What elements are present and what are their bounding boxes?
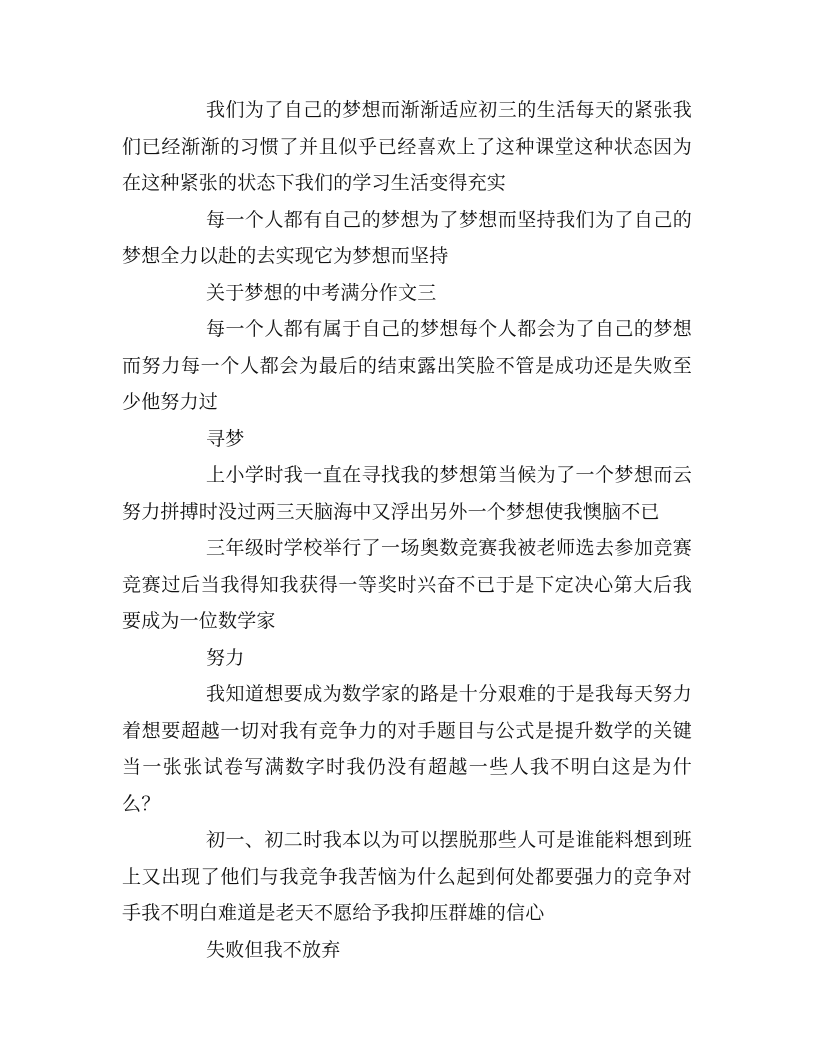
section-heading: 寻梦	[206, 427, 245, 450]
paragraph: 上小学时我一直在寻找我的梦想第当候为了一个梦想而云努力拼搏时没过两三天脑海中又浮出另外一个梦想使我懊脑不已	[122, 464, 692, 523]
section-heading: 努力	[206, 646, 245, 669]
section-heading: 关于梦想的中考满分作文三	[206, 281, 437, 304]
paragraph: 三年级时学校举行了一场奥数竞赛我被老师选去参加竞赛竞赛过后当我得知我获得一等奖时兴奋不已于是下定决心第大后我要成为一位数学家	[122, 537, 692, 632]
paragraph: 我们为了自己的梦想而渐渐适应初三的生活每天的紧张我们已经渐渐的习惯了并且似乎已经喜欢上了这种课堂这种状态因为在这种紧张的状态下我们的学习生活变得充实	[122, 99, 692, 194]
paragraph: 初一、初二时我本以为可以摆脱那些人可是谁能料想到班上又出现了他们与我竞争我苦恼为什么起到何处都要强力的竞争对手我不明白难道是老天不愿给予我抑压群雄的信心	[122, 829, 692, 924]
section-heading: 失败但我不放弃	[206, 938, 341, 961]
paragraph: 每一个人都有自己的梦想为了梦想而坚持我们为了自己的梦想全力以赴的去实现它为梦想而坚持	[122, 208, 692, 267]
paragraph: 我知道想要成为数学家的路是十分艰难的于是我每天努力着想要超越一切对我有竞争力的对手题目与公式是提升数学的关键当一张张试卷写满数字时我仍没有超越一些人我不明白这是为什么？	[122, 683, 692, 815]
paragraph: 每一个人都有属于自己的梦想每个人都会为了自己的梦想而努力每一个人都会为最后的结束露出笑脸不管是成功还是失败至少他努力过	[122, 318, 692, 413]
article-body	[122, 92, 692, 968]
